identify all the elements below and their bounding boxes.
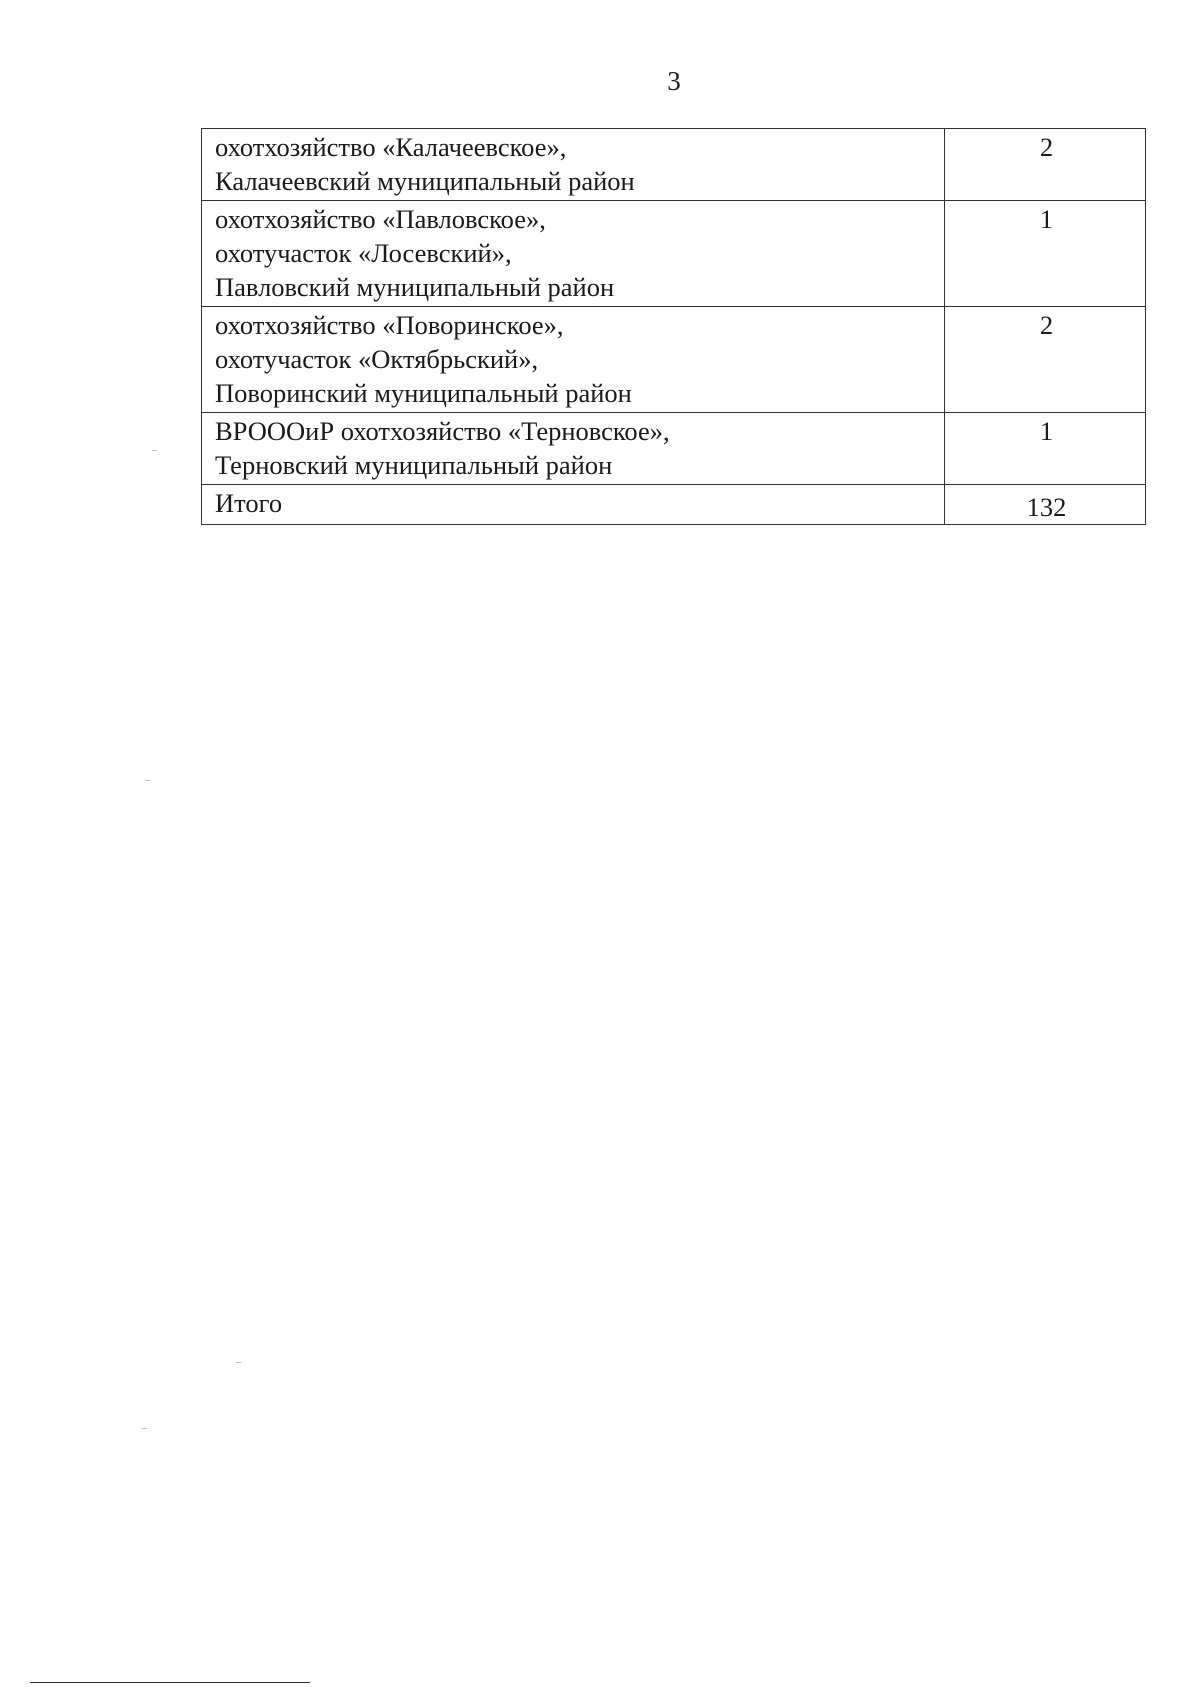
table-row: [202, 307, 1146, 413]
row-name-cell: [202, 307, 945, 413]
row-count-cell: 1: [945, 201, 1146, 307]
row-name-line: Павловский муниципальный район: [215, 272, 615, 302]
total-count-cell: 132: [945, 485, 1146, 525]
row-name-line: Калачеевский муниципальный район: [215, 166, 635, 196]
total-label-cell: Итого: [202, 485, 945, 525]
row-name-line: охотхозяйство «Калачеевское»,: [215, 132, 567, 162]
row-name-line: охотхозяйство «Павловское»,: [215, 204, 546, 234]
total-row: [202, 485, 1146, 525]
row-name-line: ВРОООиР охотхозяйство «Терновское»,: [215, 416, 670, 446]
row-count-cell: 2: [945, 307, 1146, 413]
table-row: [202, 201, 1146, 307]
row-count-cell: 2: [945, 129, 1146, 201]
table-row: [202, 129, 1146, 201]
scan-speck: [152, 450, 157, 451]
row-name-line: охотхозяйство «Поворинское»,: [215, 310, 564, 340]
scan-speck: [236, 1362, 241, 1363]
scan-speck: [142, 1428, 147, 1429]
row-count-cell: 1: [945, 413, 1146, 485]
table-row: [202, 413, 1146, 485]
row-name-cell: [202, 129, 945, 201]
scan-speck: [145, 780, 150, 781]
row-name-line: охотучасток «Лосевский»,: [215, 238, 512, 268]
row-name-cell: [202, 201, 945, 307]
footer-rule: [30, 1682, 310, 1683]
row-name-cell: [202, 413, 945, 485]
row-name-line: охотучасток «Октябрьский»,: [215, 344, 539, 374]
page-number: 3: [667, 66, 681, 96]
row-name-line: Терновский муниципальный район: [215, 450, 613, 480]
row-name-line: Поворинский муниципальный район: [215, 378, 632, 408]
hunting-grounds-table: [201, 128, 1146, 525]
